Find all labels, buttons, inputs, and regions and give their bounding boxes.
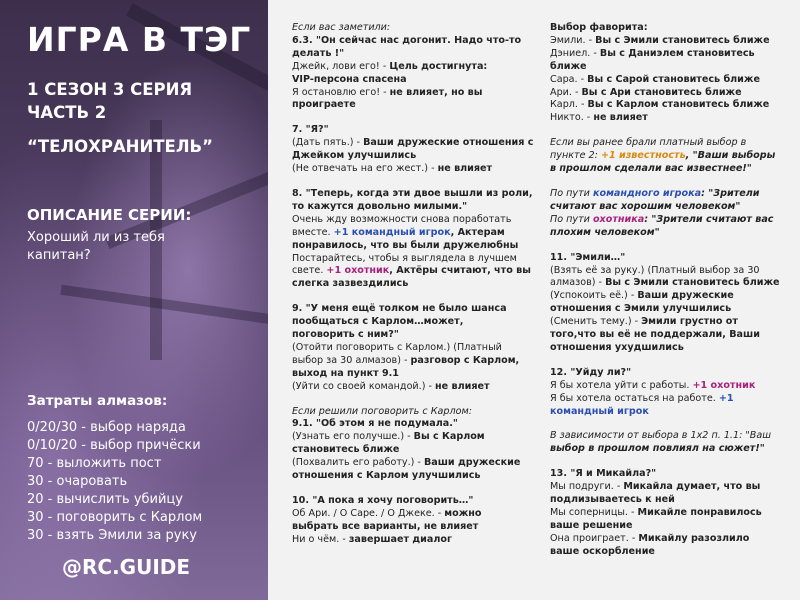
step-heading: 8. "Теперь, когда эти двое вышли из роли, — [292, 187, 533, 199]
choice-line: (Взять её за руку.) (Платный выбор за 30 — [550, 264, 760, 276]
cost-item: 0/20/30 - выбор наряда — [27, 420, 186, 435]
choice-line: Мы соперницы. - Микайле понравилось — [550, 507, 762, 518]
result-line: VIP-персона спасена — [292, 73, 407, 85]
choice-line: Я бы хотела остаться на работе. +1 — [550, 392, 734, 404]
choice-line: Ари. - Вы с Ари становитесь ближе — [550, 86, 742, 98]
step-heading: 9. "У меня ещё толком не было шанса — [292, 303, 507, 315]
choice-line: свете. +1 охотник, Актёры считают, что вы — [292, 265, 531, 277]
condition-note: В зависимости от выбора в 1х2 п. 1.1: "Ваш — [550, 430, 772, 442]
cost-item: 30 - поговорить с Карлом — [27, 510, 203, 525]
choice-line: (Сменить тему.) - Эмили грустно от — [550, 316, 738, 328]
result-line: отношения с Карлом улучшились — [292, 470, 481, 482]
choice-line: Я остановлю его! - не влияет, но вы — [292, 86, 483, 98]
step-heading: 7. "Я?" — [292, 124, 329, 136]
choice-line: Я бы хотела уйти с работы. +1 охотник — [550, 379, 756, 391]
step-heading: 10. "А пока я хочу поговорить…" — [292, 495, 474, 506]
choice-line: Эмили. - Вы с Эмили становитесь ближе — [550, 34, 770, 46]
condition-note: пункте 2: +1 известность, "Ваши выборы — [550, 150, 776, 162]
choice-line: Джейк, лови его! - Цель достигнута: — [292, 60, 488, 72]
condition-note: Если вы ранее брали платный выбор в — [550, 137, 747, 149]
step-heading: 9.1. "Об этом я не подумала." — [292, 418, 458, 430]
choice-line: (Дать пять.) - Ваши дружеские отношения с — [292, 137, 534, 149]
choice-line: (Похвалить его работу.) - Ваши дружеские — [292, 457, 521, 469]
result-line: выбрать все варианты, не влияет — [292, 520, 479, 532]
step-heading: то кажутся довольно милыми." — [292, 200, 468, 212]
choice-line: Постарайтесь, чтобы я выглядела в лучшем — [292, 252, 517, 264]
step-heading: 12. "Уйду ли?" — [550, 366, 632, 378]
choice-line: выбор за 30 алмазов) - разговор с Карлом, — [292, 354, 520, 366]
result-line: подлизываетесь к ней — [550, 494, 675, 506]
result-line: отношения с Эмили улучшились — [550, 303, 732, 315]
description-heading: ОПИСАНИЕ СЕРИИ: — [27, 206, 192, 224]
result-line: понравилось, что вы были дружелюбны — [292, 239, 519, 251]
step-heading: Выбор фаворита: — [550, 22, 648, 33]
result-line: отношения ухудшились — [550, 341, 684, 353]
part-line: ЧАСТЬ 2 — [27, 103, 107, 122]
result-line: выход на пункт 9.1 — [292, 367, 399, 379]
result-line: выбор в прошлом повлиял на сюжет!" — [550, 443, 765, 455]
cover-panel — [0, 0, 268, 600]
choice-line: Очень жду возможности снова поработать — [292, 213, 512, 225]
choice-line: Карл. - Вы с Карлом становитесь ближе — [550, 99, 770, 111]
choice-line: Дэниел. - Вы с Даниэлем становитесь — [550, 47, 755, 59]
game-title: ИГРА В ТЭГ — [27, 20, 252, 59]
result-line: ваше решение — [550, 519, 633, 531]
guide-panel — [268, 0, 800, 600]
choice-line: (Уйти со своей командой.) - не влияет — [292, 380, 490, 392]
guide-column-1 — [292, 22, 542, 547]
choice-line: (Узнать его получше.) - Вы с Карлом — [292, 431, 485, 443]
result-line: ближе — [550, 60, 587, 72]
step-heading: пообщаться с Карлом…может, — [292, 316, 464, 328]
result-line: Джейком улучшились — [292, 150, 417, 162]
result-line: ваше оскорбление — [550, 545, 655, 557]
step-heading: 6.3. "Он сейчас нас догонит. Надо что-то — [292, 34, 522, 46]
choice-line: Об Ари. / О Саре. / О Джеке. - можно — [292, 507, 482, 519]
cost-item: 70 - выложить пост — [27, 456, 162, 471]
cost-item: 30 - очаровать — [27, 474, 128, 489]
description-line-2: капитан? — [27, 248, 91, 263]
choice-line: Ни о чём. - завершает диалог — [292, 533, 452, 545]
condition-note: Если решили поговорить с Карлом: — [292, 405, 472, 417]
cost-item: 20 - вычислить убийцу — [27, 492, 183, 507]
choice-line: Никто. - не влияет — [550, 112, 648, 124]
result-line: плохим человеком" — [550, 226, 660, 238]
result-line: слегка зазвездились — [292, 278, 409, 290]
description-line-1: Хороший ли из тебя — [27, 230, 165, 245]
choice-line: вместе. +1 командный игрок, Актерам — [292, 226, 505, 238]
step-heading: 13. "Я и Микайла?" — [550, 468, 657, 480]
result-line: проиграете — [292, 99, 356, 111]
result-line: командный игрок — [550, 405, 649, 417]
cost-item: 0/10/20 - выбор причёски — [27, 438, 201, 453]
choice-line: Мы подруги. - Микайла думает, что вы — [550, 481, 761, 493]
result-line: считают вас хорошим человеком" — [550, 200, 741, 212]
choice-line: алмазов) - Вы с Эмили становитесь ближе — [550, 277, 780, 289]
episode-title: “ТЕЛОХРАНИТЕЛЬ” — [27, 137, 213, 156]
condition-note: Если вас заметили: — [292, 22, 391, 33]
choice-line: (Отойти поговорить с Карлом.) (Платный — [292, 341, 502, 353]
season-line: 1 СЕЗОН 3 СЕРИЯ — [27, 80, 193, 99]
result-line: становитесь ближе — [292, 444, 400, 456]
step-heading: делать !" — [292, 47, 345, 59]
choice-line: (Не отвечать на его жест.) - не влияет — [292, 163, 493, 175]
cost-item: 30 - взять Эмили за руку — [27, 528, 197, 543]
condition-note: По пути охотника: "Зрители считают вас — [550, 213, 774, 225]
costs-heading: Затраты алмазов: — [27, 393, 168, 409]
condition-note: По пути командного игрока: "Зрители — [550, 187, 760, 199]
footer-handle: @RC.GUIDE — [62, 555, 191, 579]
choice-line: Сара. - Вы с Сарой становитесь ближе — [550, 73, 760, 85]
result-line: того,что вы её не поддержали, Ваши — [550, 329, 760, 341]
result-line: в прошлом сделали вас известнее!" — [550, 163, 752, 175]
guide-column-2 — [550, 22, 790, 559]
choice-line: Она проиграет. - Микайлу разозлило — [550, 532, 750, 544]
step-heading: 11. "Эмили…" — [550, 251, 626, 263]
choice-line: (Успокоить её.) - Ваши дружеские — [550, 290, 734, 302]
step-heading: поговорить с ним?" — [292, 329, 399, 341]
